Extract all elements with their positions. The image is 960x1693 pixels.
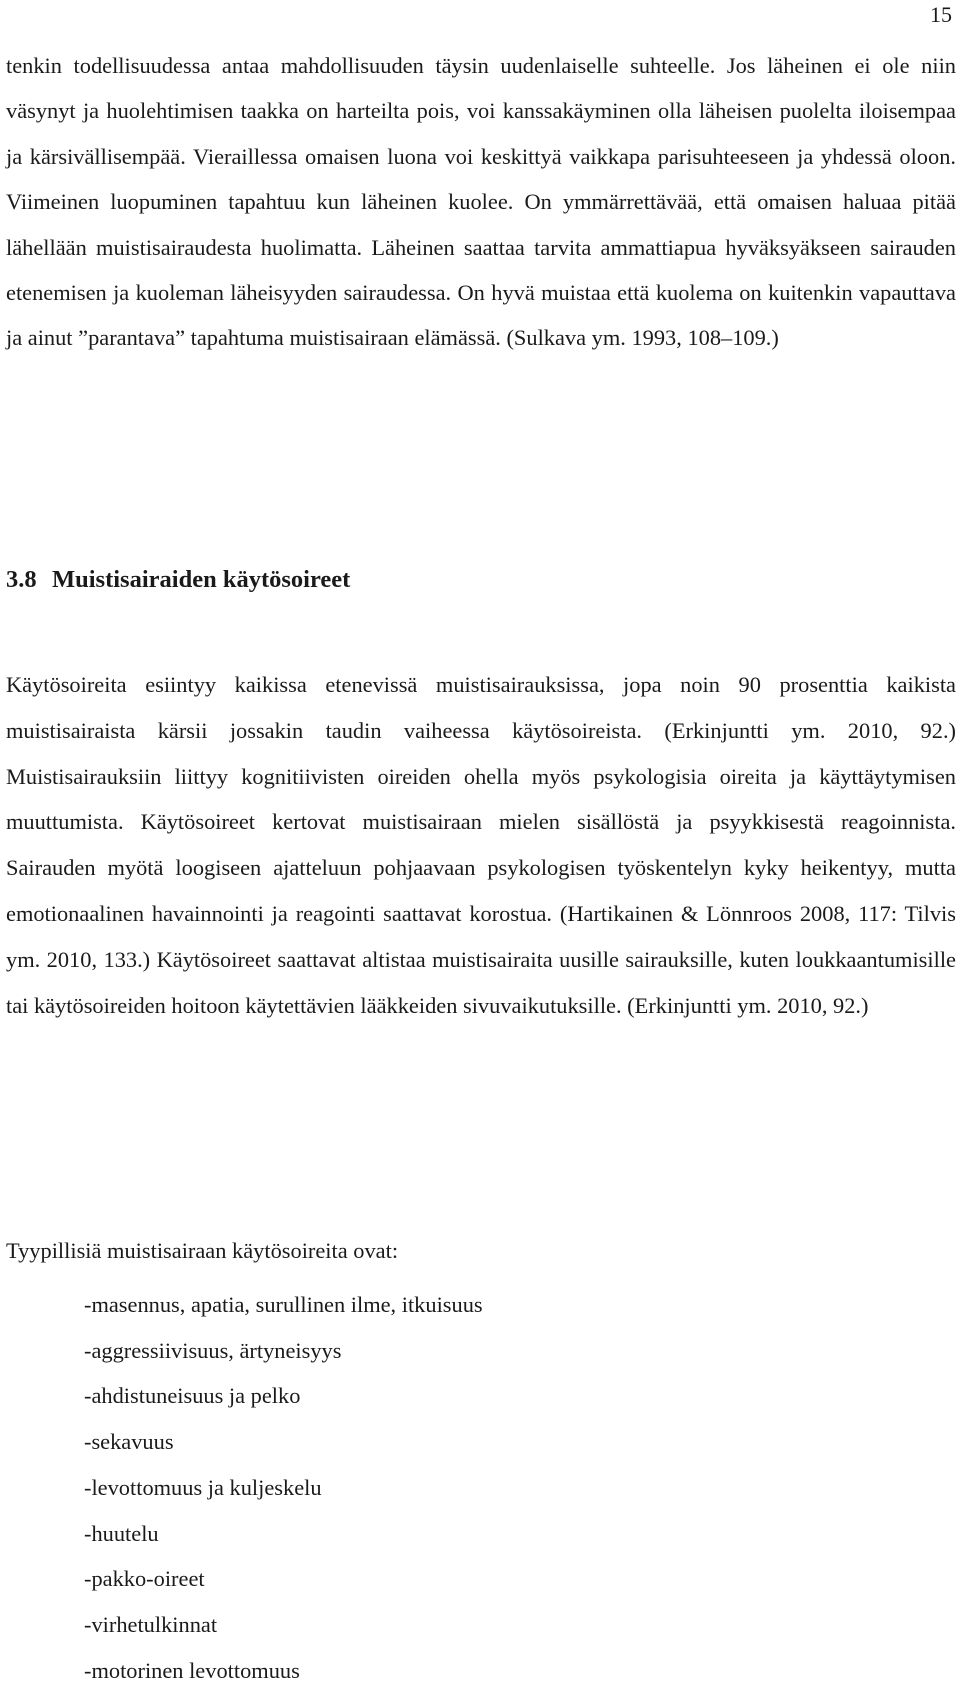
list-item: -motorinen levottomuus [84, 1657, 300, 1683]
list-item: -aggressiivisuus, ärtyneisyys [84, 1337, 342, 1363]
symptom-list [84, 1282, 483, 1693]
list-item: -levottomuus ja kuljeskelu [84, 1474, 322, 1500]
list-item: -virhetulkinnat [84, 1611, 218, 1637]
list-item: -pakko-oireet [84, 1566, 205, 1592]
list-item: -huutelu [84, 1520, 159, 1546]
list-intro: Tyypillisiä muistisairaan käytösoireita ovat: [6, 1238, 399, 1263]
section-number: 3.8 [6, 566, 37, 593]
body-paragraph-continuation: tenkin todellisuudessa antaa mahdollisuuden täysin uudenlaiselle suhteelle. Jos läheinen ei ole niin väsynyt ja huolehtimisen taakka on harteilta pois, voi kanssakäyminen olla läheisen puolelta iloisempaa ja kärsivällisempää. Vieraillessa omaisen luona voi keskittyä vaikkapa parisuhteeseen ja yhdessä oloon. Viimeinen luopuminen tapahtuu kun läheinen kuolee. On ymmärrettävää, että omaisen haluaa pitää lähellään muistisairaudesta huolimatta. Läheinen saattaa tarvita ammattiapua hyväksyäkseen sairauden etenemisen ja kuoleman läheisyyden sairaudessa. On hyvä muistaa että kuolema on kuitenkin vapauttava ja ainut ”parantava” tapahtuma muistisairaan elämässä. (Sulkava ym. 1993, 108–109.) [6, 53, 956, 351]
list-item: -ahdistuneisuus ja pelko [84, 1383, 301, 1409]
list-item: -sekavuus [84, 1429, 174, 1455]
list-item: -masennus, apatia, surullinen ilme, itkuisuus [84, 1292, 483, 1317]
section-title: Muistisairaiden käytösoireet [52, 566, 351, 593]
page-number: 15 [930, 2, 952, 27]
body-paragraph-behavioral-symptoms: Käytösoireita esiintyy kaikissa etenevissä muistisairauksissa, jopa noin 90 prosenttia kaikista muistisairaista kärsii jossakin taudin vaiheessa käytösoireista. (Erkinjuntti ym. 2010, 92.) Muistisairauksiin liittyy kognitiivisten oireiden ohella myös psykologisia oireita ja käyttäytymisen muuttumista. Käytösoireet kertovat muistisairaan mielen sisällöstä ja psyykkisestä reagoinnista. Sairauden myötä loogiseen ajatteluun pohjaavaan psykologisen työskentelyn kyky heikentyy, mutta emotionaalinen havainnointi ja reagointi saattavat korostua. (Hartikainen & Lönnroos 2008, 117: Tilvis ym. 2010, 133.) Käytösoireet saattavat altistaa muistisairaita uusille sairauksille, kuten loukkaantumisille tai käytösoireiden hoitoon käytettävien lääkkeiden sivuvaikutuksille. (Erkinjuntti ym. 2010, 92.) [6, 672, 956, 1018]
section-heading [6, 566, 350, 594]
